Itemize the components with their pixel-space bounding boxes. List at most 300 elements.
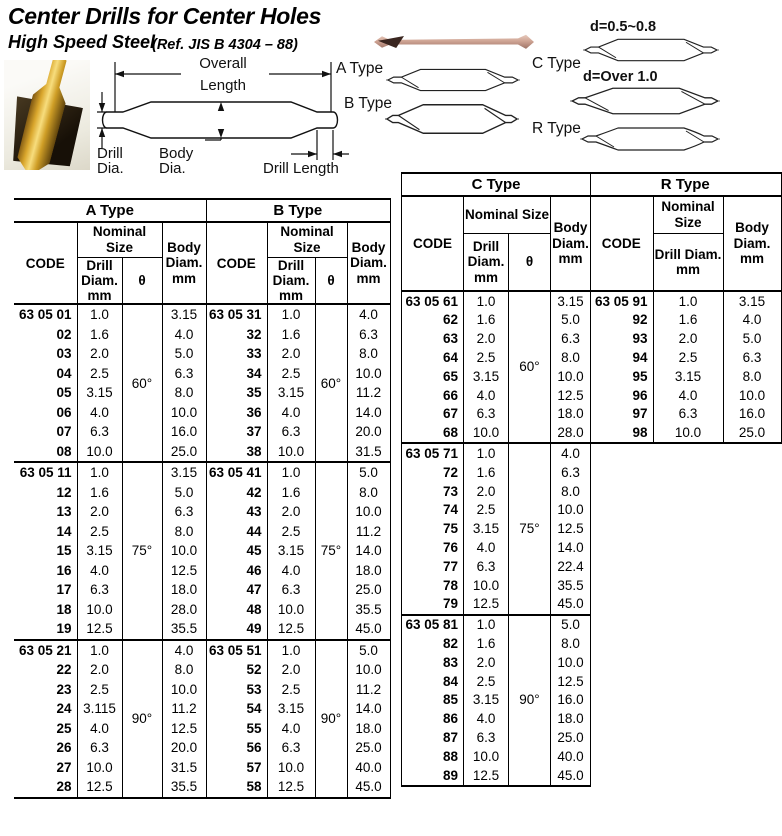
drill-diam-cell: 1.0 bbox=[77, 462, 122, 483]
drill-diam-cell: 4.0 bbox=[464, 538, 509, 557]
drill-diam-cell: 2.0 bbox=[77, 502, 122, 522]
code-cell: 26 bbox=[14, 738, 77, 758]
table-title-b: B Type bbox=[206, 199, 390, 222]
drill-diam-cell: 2.0 bbox=[464, 330, 509, 349]
code-cell: 89 bbox=[402, 766, 464, 786]
table-row bbox=[402, 557, 591, 576]
body-diam-cell: 4.0 bbox=[347, 304, 390, 325]
theta-cell: 60° bbox=[315, 304, 347, 462]
drill-diam-cell: 2.5 bbox=[464, 672, 509, 691]
code-cell: 34 bbox=[206, 364, 267, 384]
code-cell: 94 bbox=[590, 348, 653, 367]
drill-diam-cell: 1.6 bbox=[464, 463, 509, 482]
drill-diam-cell: 6.3 bbox=[653, 405, 723, 424]
drill-diam-cell: 10.0 bbox=[464, 576, 509, 595]
drill-diam-cell: 1.0 bbox=[464, 291, 509, 311]
table-row bbox=[402, 386, 591, 405]
drill-diam-cell: 6.3 bbox=[267, 738, 315, 758]
body-diam-cell: 18.0 bbox=[162, 580, 206, 600]
table-row bbox=[14, 640, 206, 661]
drill-diam-cell: 3.15 bbox=[267, 699, 315, 719]
theta-cell: 60° bbox=[122, 304, 162, 462]
drill-diam-cell: 2.5 bbox=[464, 501, 509, 520]
table-row bbox=[402, 501, 591, 520]
col-header-drill-diam: Drill Diam. mm bbox=[77, 258, 122, 305]
drill-diam-cell: 4.0 bbox=[267, 403, 315, 423]
code-cell: 13 bbox=[14, 502, 77, 522]
table-row bbox=[402, 766, 591, 786]
drill-diam-cell: 3.15 bbox=[464, 367, 509, 386]
col-header-nominal-size: Nominal Size bbox=[267, 222, 347, 258]
code-cell: 84 bbox=[402, 672, 464, 691]
code-cell: 35 bbox=[206, 383, 267, 403]
body-diam-cell: 16.0 bbox=[723, 405, 781, 424]
drill-diam-cell: 10.0 bbox=[267, 442, 315, 463]
body-diam-cell: 11.2 bbox=[162, 699, 206, 719]
body-diam-cell: 12.5 bbox=[551, 386, 591, 405]
table-row bbox=[206, 325, 390, 345]
body-diam-cell: 4.0 bbox=[162, 325, 206, 345]
body-diam-cell: 8.0 bbox=[723, 367, 781, 386]
col-header-theta: θ bbox=[509, 234, 551, 292]
table-row bbox=[14, 619, 206, 640]
table-row bbox=[206, 758, 390, 778]
theta-cell: 75° bbox=[122, 462, 162, 640]
body-diam-cell: 5.0 bbox=[551, 615, 591, 635]
drill-diam-cell: 4.0 bbox=[464, 386, 509, 405]
table-row bbox=[14, 344, 206, 364]
body-diam-cell: 6.3 bbox=[551, 330, 591, 349]
drill-diam-cell: 4.0 bbox=[77, 719, 122, 739]
body-diam-cell: 11.2 bbox=[347, 522, 390, 542]
table-row bbox=[402, 691, 591, 710]
table-row bbox=[14, 580, 206, 600]
code-cell: 53 bbox=[206, 680, 267, 700]
code-cell: 02 bbox=[14, 325, 77, 345]
code-cell: 63 05 31 bbox=[206, 304, 267, 325]
drill-diam-cell: 2.0 bbox=[267, 502, 315, 522]
drill-diam-cell: 6.3 bbox=[464, 405, 509, 424]
a-type-diagram bbox=[386, 64, 520, 96]
code-cell: 98 bbox=[590, 424, 653, 444]
drill-diam-cell: 6.3 bbox=[267, 580, 315, 600]
body-diam-cell: 6.3 bbox=[162, 502, 206, 522]
body-diam-cell: 35.5 bbox=[162, 619, 206, 640]
code-cell: 33 bbox=[206, 344, 267, 364]
body-diam-cell: 45.0 bbox=[347, 777, 390, 798]
code-cell: 74 bbox=[402, 501, 464, 520]
table-row bbox=[402, 710, 591, 729]
body-diam-cell: 35.5 bbox=[162, 777, 206, 798]
body-diam-cell: 31.5 bbox=[162, 758, 206, 778]
table-row bbox=[402, 443, 591, 463]
svg-text:Dia.: Dia. bbox=[97, 160, 124, 176]
table-title-r: R Type bbox=[590, 173, 781, 196]
body-diam-cell: 16.0 bbox=[162, 422, 206, 442]
table-row bbox=[402, 672, 591, 691]
table-row bbox=[14, 325, 206, 345]
body-diam-cell: 18.0 bbox=[551, 710, 591, 729]
table-row bbox=[206, 522, 390, 542]
code-cell: 05 bbox=[14, 383, 77, 403]
code-cell: 46 bbox=[206, 561, 267, 581]
body-diam-cell: 8.0 bbox=[551, 634, 591, 653]
table-row bbox=[402, 424, 591, 444]
drill-diam-cell: 2.5 bbox=[653, 348, 723, 367]
drill-diam-cell: 10.0 bbox=[267, 758, 315, 778]
code-cell: 14 bbox=[14, 522, 77, 542]
code-cell: 08 bbox=[14, 442, 77, 463]
body-diam-cell: 10.0 bbox=[162, 680, 206, 700]
body-diam-cell: 8.0 bbox=[551, 348, 591, 367]
table-row bbox=[402, 747, 591, 766]
body-diam-cell: 12.5 bbox=[162, 719, 206, 739]
table-row bbox=[14, 541, 206, 561]
center-drill-photo bbox=[372, 24, 536, 60]
code-cell: 27 bbox=[14, 758, 77, 778]
drill-diam-cell: 6.3 bbox=[267, 422, 315, 442]
code-cell: 63 05 11 bbox=[14, 462, 77, 483]
body-diam-cell: 40.0 bbox=[347, 758, 390, 778]
body-diam-cell: 28.0 bbox=[162, 600, 206, 620]
drill-diam-cell: 4.0 bbox=[77, 561, 122, 581]
code-cell: 37 bbox=[206, 422, 267, 442]
c-type-label: C Type bbox=[532, 55, 581, 72]
code-cell: 18 bbox=[14, 600, 77, 620]
table-row bbox=[402, 405, 591, 424]
body-diam-cell: 28.0 bbox=[551, 424, 591, 444]
code-cell: 97 bbox=[590, 405, 653, 424]
table-row bbox=[402, 520, 591, 539]
code-cell: 95 bbox=[590, 367, 653, 386]
body-diam-cell: 14.0 bbox=[551, 538, 591, 557]
dimension-diagram bbox=[93, 50, 353, 176]
code-cell: 22 bbox=[14, 660, 77, 680]
table-row bbox=[402, 615, 591, 635]
table-row bbox=[14, 680, 206, 700]
c-type-small-d-diagram bbox=[583, 33, 719, 67]
a-type-rows bbox=[14, 304, 206, 798]
table-row bbox=[590, 386, 781, 405]
theta-cell: 90° bbox=[122, 640, 162, 798]
body-diam-cell: 5.0 bbox=[347, 640, 390, 661]
c-type-large-d-diagram bbox=[570, 84, 720, 118]
body-diam-cell: 14.0 bbox=[347, 541, 390, 561]
drill-diam-cell: 10.0 bbox=[653, 424, 723, 444]
drill-diam-cell: 4.0 bbox=[267, 719, 315, 739]
svg-text:Dia.: Dia. bbox=[159, 160, 186, 176]
drill-diam-cell: 6.3 bbox=[77, 580, 122, 600]
code-cell: 63 05 21 bbox=[14, 640, 77, 661]
label-overall-length: Overall bbox=[199, 55, 247, 72]
col-header-theta: θ bbox=[315, 258, 347, 305]
drill-diam-cell: 2.0 bbox=[464, 653, 509, 672]
code-cell: 56 bbox=[206, 738, 267, 758]
table-title-a: A Type bbox=[14, 199, 206, 222]
r-type-diagram bbox=[580, 123, 720, 155]
body-diam-cell: 11.2 bbox=[347, 383, 390, 403]
drill-diam-cell: 1.0 bbox=[464, 443, 509, 463]
table-row bbox=[590, 424, 781, 444]
col-header-code: CODE bbox=[590, 196, 653, 291]
drill-diam-cell: 2.5 bbox=[77, 680, 122, 700]
table-row bbox=[590, 291, 781, 311]
code-cell: 49 bbox=[206, 619, 267, 640]
table-row bbox=[402, 463, 591, 482]
body-diam-cell: 10.0 bbox=[162, 403, 206, 423]
table-row bbox=[402, 291, 591, 311]
col-header-code: CODE bbox=[206, 222, 267, 304]
body-diam-cell: 31.5 bbox=[347, 442, 390, 463]
drill-diam-cell: 3.15 bbox=[267, 541, 315, 561]
drill-diam-cell: 1.6 bbox=[77, 483, 122, 503]
drill-diam-cell: 1.6 bbox=[653, 311, 723, 330]
code-cell: 87 bbox=[402, 728, 464, 747]
table-row bbox=[206, 699, 390, 719]
code-cell: 77 bbox=[402, 557, 464, 576]
body-diam-cell: 12.5 bbox=[162, 561, 206, 581]
code-cell: 52 bbox=[206, 660, 267, 680]
body-diam-cell: 45.0 bbox=[347, 619, 390, 640]
drill-diam-cell: 12.5 bbox=[267, 619, 315, 640]
table-row bbox=[14, 462, 206, 483]
code-cell: 83 bbox=[402, 653, 464, 672]
code-cell: 12 bbox=[14, 483, 77, 503]
table-row bbox=[14, 422, 206, 442]
table-row bbox=[14, 758, 206, 778]
r-type-table bbox=[590, 172, 782, 444]
drill-diam-cell: 12.5 bbox=[77, 777, 122, 798]
table-row bbox=[402, 653, 591, 672]
drill-diam-cell: 2.0 bbox=[267, 660, 315, 680]
body-diam-cell: 8.0 bbox=[551, 482, 591, 501]
code-cell: 96 bbox=[590, 386, 653, 405]
table-row bbox=[206, 442, 390, 463]
theta-cell: 90° bbox=[315, 640, 347, 798]
code-cell: 72 bbox=[402, 463, 464, 482]
code-cell: 63 05 61 bbox=[402, 291, 464, 311]
code-cell: 44 bbox=[206, 522, 267, 542]
body-diam-cell: 5.0 bbox=[162, 344, 206, 364]
code-cell: 66 bbox=[402, 386, 464, 405]
b-type-label: B Type bbox=[344, 95, 392, 112]
c-type-rows bbox=[402, 291, 591, 786]
table-row bbox=[206, 738, 390, 758]
body-diam-cell: 10.0 bbox=[723, 386, 781, 405]
drill-diam-cell: 10.0 bbox=[267, 600, 315, 620]
code-cell: 32 bbox=[206, 325, 267, 345]
table-row bbox=[206, 640, 390, 661]
reference-standard: (Ref. JIS B 4304 – 88) bbox=[152, 37, 298, 53]
table-row bbox=[206, 619, 390, 640]
body-diam-cell: 11.2 bbox=[347, 680, 390, 700]
code-cell: 93 bbox=[590, 330, 653, 349]
body-diam-cell: 18.0 bbox=[347, 561, 390, 581]
body-diam-cell: 4.0 bbox=[723, 311, 781, 330]
table-row bbox=[14, 502, 206, 522]
code-cell: 58 bbox=[206, 777, 267, 798]
table-row bbox=[206, 462, 390, 483]
table-row bbox=[14, 600, 206, 620]
theta-cell: 75° bbox=[509, 443, 551, 614]
table-row bbox=[206, 422, 390, 442]
code-cell: 63 05 81 bbox=[402, 615, 464, 635]
table-row bbox=[206, 403, 390, 423]
code-cell: 24 bbox=[14, 699, 77, 719]
drill-diam-cell: 3.15 bbox=[653, 367, 723, 386]
table-row bbox=[590, 405, 781, 424]
table-row bbox=[206, 304, 390, 325]
body-diam-cell: 8.0 bbox=[347, 483, 390, 503]
c-type-note-large-d: d=Over 1.0 bbox=[583, 69, 658, 85]
table-row bbox=[402, 538, 591, 557]
drill-diam-cell: 2.5 bbox=[77, 364, 122, 384]
body-diam-cell: 3.15 bbox=[162, 304, 206, 325]
body-diam-cell: 10.0 bbox=[551, 367, 591, 386]
body-diam-cell: 4.0 bbox=[551, 443, 591, 463]
body-diam-cell: 45.0 bbox=[551, 766, 591, 786]
table-row bbox=[402, 634, 591, 653]
col-header-nominal-size: Nominal Size bbox=[653, 196, 723, 234]
code-cell: 65 bbox=[402, 367, 464, 386]
code-cell: 47 bbox=[206, 580, 267, 600]
page-title: Center Drills for Center Holes bbox=[8, 3, 322, 29]
table-row bbox=[206, 383, 390, 403]
table-row bbox=[206, 580, 390, 600]
table-row bbox=[14, 304, 206, 325]
table-row bbox=[14, 738, 206, 758]
drill-diam-cell: 1.0 bbox=[653, 291, 723, 311]
body-diam-cell: 8.0 bbox=[347, 344, 390, 364]
drill-diam-cell: 4.0 bbox=[653, 386, 723, 405]
r-type-rows bbox=[590, 291, 781, 443]
table-row bbox=[402, 576, 591, 595]
table-row bbox=[14, 364, 206, 384]
code-cell: 86 bbox=[402, 710, 464, 729]
code-cell: 06 bbox=[14, 403, 77, 423]
code-cell: 88 bbox=[402, 747, 464, 766]
body-diam-cell: 6.3 bbox=[551, 463, 591, 482]
table-row bbox=[590, 367, 781, 386]
drill-diam-cell: 1.6 bbox=[464, 634, 509, 653]
body-diam-cell: 22.4 bbox=[551, 557, 591, 576]
drill-diam-cell: 1.0 bbox=[77, 304, 122, 325]
code-cell: 63 05 41 bbox=[206, 462, 267, 483]
drill-diam-cell: 1.0 bbox=[267, 640, 315, 661]
code-cell: 38 bbox=[206, 442, 267, 463]
code-cell: 42 bbox=[206, 483, 267, 503]
a-type-label: A Type bbox=[336, 60, 384, 77]
table-row bbox=[206, 680, 390, 700]
code-cell: 63 05 51 bbox=[206, 640, 267, 661]
table-row bbox=[402, 367, 591, 386]
drill-diam-cell: 1.0 bbox=[267, 304, 315, 325]
table-row bbox=[206, 660, 390, 680]
code-cell: 64 bbox=[402, 348, 464, 367]
body-diam-cell: 5.0 bbox=[551, 311, 591, 330]
body-diam-cell: 25.0 bbox=[347, 580, 390, 600]
body-diam-cell: 4.0 bbox=[162, 640, 206, 661]
col-header-drill-diam: Drill Diam. mm bbox=[464, 234, 509, 292]
code-cell: 63 05 91 bbox=[590, 291, 653, 311]
drill-diam-cell: 10.0 bbox=[464, 747, 509, 766]
code-cell: 62 bbox=[402, 311, 464, 330]
code-cell: 04 bbox=[14, 364, 77, 384]
label-drill-length: Drill Length bbox=[263, 160, 339, 176]
drill-diam-cell: 12.5 bbox=[464, 766, 509, 786]
drill-diam-cell: 2.0 bbox=[77, 344, 122, 364]
body-diam-cell: 6.3 bbox=[162, 364, 206, 384]
body-diam-cell: 10.0 bbox=[347, 364, 390, 384]
code-cell: 68 bbox=[402, 424, 464, 444]
c-type-table bbox=[401, 172, 591, 787]
table-title-c: C Type bbox=[402, 173, 591, 196]
col-header-nominal-size: Nominal Size bbox=[464, 196, 551, 234]
code-cell: 16 bbox=[14, 561, 77, 581]
body-diam-cell: 10.0 bbox=[347, 502, 390, 522]
body-diam-cell: 8.0 bbox=[162, 522, 206, 542]
table-row bbox=[402, 311, 591, 330]
body-diam-cell: 10.0 bbox=[551, 501, 591, 520]
drill-diam-cell: 4.0 bbox=[464, 710, 509, 729]
body-diam-cell: 18.0 bbox=[551, 405, 591, 424]
body-diam-cell: 25.0 bbox=[162, 442, 206, 463]
body-diam-cell: 18.0 bbox=[347, 719, 390, 739]
drill-diam-cell: 1.6 bbox=[464, 311, 509, 330]
drill-diam-cell: 1.6 bbox=[77, 325, 122, 345]
col-header-body-diam: Body Diam. mm bbox=[347, 222, 390, 304]
drill-diam-cell: 4.0 bbox=[77, 403, 122, 423]
table-row bbox=[14, 442, 206, 463]
center-drill-photo-gold bbox=[4, 60, 90, 170]
drill-diam-cell: 2.0 bbox=[464, 482, 509, 501]
body-diam-cell: 12.5 bbox=[551, 672, 591, 691]
body-diam-cell: 35.5 bbox=[347, 600, 390, 620]
code-cell: 63 bbox=[402, 330, 464, 349]
c-type-note-small-d: d=0.5~0.8 bbox=[590, 19, 657, 35]
body-diam-cell: 12.5 bbox=[551, 520, 591, 539]
code-cell: 03 bbox=[14, 344, 77, 364]
svg-text:Length: Length bbox=[200, 77, 246, 94]
code-cell: 54 bbox=[206, 699, 267, 719]
col-header-body-diam: Body Diam. mm bbox=[723, 196, 781, 291]
drill-diam-cell: 12.5 bbox=[267, 777, 315, 798]
drill-diam-cell: 4.0 bbox=[267, 561, 315, 581]
col-header-theta: θ bbox=[122, 258, 162, 305]
drill-diam-cell: 2.5 bbox=[77, 522, 122, 542]
body-diam-cell: 45.0 bbox=[551, 595, 591, 615]
body-diam-cell: 16.0 bbox=[551, 691, 591, 710]
col-header-nominal-size: Nominal Size bbox=[77, 222, 162, 258]
col-header-body-diam: Body Diam. mm bbox=[551, 196, 591, 291]
drill-diam-cell: 1.0 bbox=[267, 462, 315, 483]
table-row bbox=[402, 482, 591, 501]
code-cell: 78 bbox=[402, 576, 464, 595]
body-diam-cell: 10.0 bbox=[162, 541, 206, 561]
code-cell: 48 bbox=[206, 600, 267, 620]
table-row bbox=[206, 364, 390, 384]
a-type-table bbox=[14, 198, 207, 799]
table-row bbox=[206, 561, 390, 581]
table-row bbox=[206, 719, 390, 739]
drill-diam-cell: 12.5 bbox=[77, 619, 122, 640]
col-header-code: CODE bbox=[14, 222, 77, 304]
theta-cell: 90° bbox=[509, 615, 551, 786]
body-diam-cell: 10.0 bbox=[347, 660, 390, 680]
code-cell: 75 bbox=[402, 520, 464, 539]
body-diam-cell: 3.15 bbox=[723, 291, 781, 311]
code-cell: 15 bbox=[14, 541, 77, 561]
